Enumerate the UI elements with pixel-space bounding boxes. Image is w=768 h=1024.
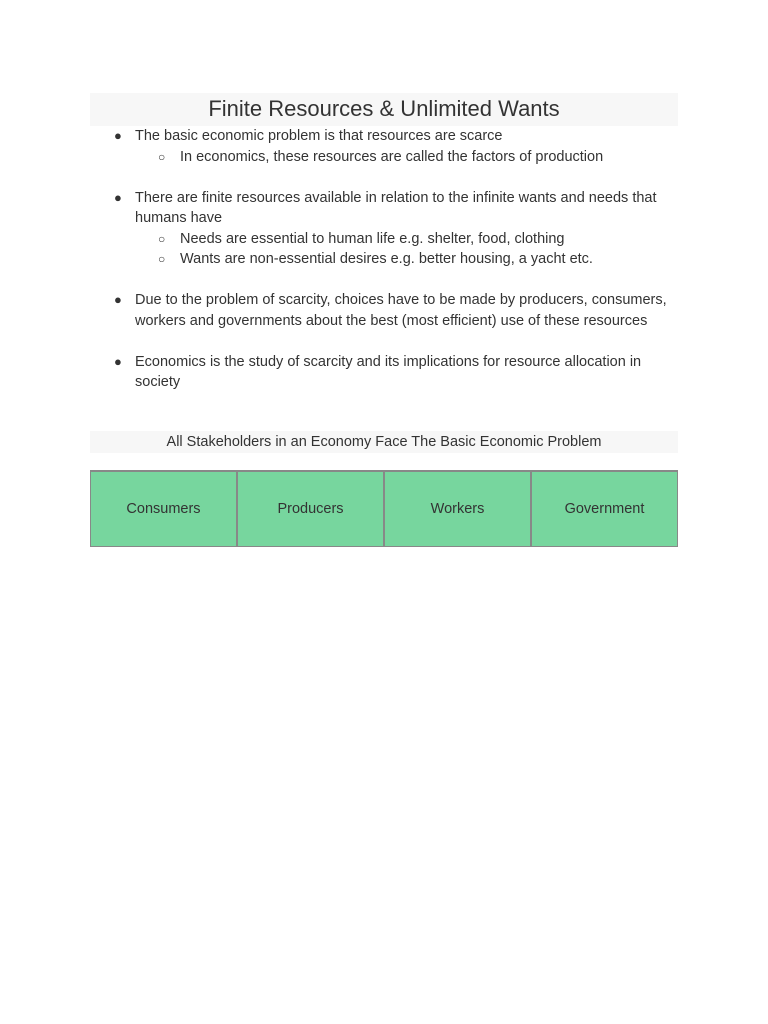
title-band [90, 93, 678, 126]
stakeholders-heading-band [90, 431, 678, 453]
list-item [90, 290, 678, 331]
sub-list-item-text: In economics, these resources are called the factors of production [180, 148, 604, 165]
sub-list [135, 229, 678, 270]
stakeholders-heading: All Stakeholders in an Economy Face The Basic Economic Problem [166, 433, 602, 450]
list-item-text: There are finite resources available in relation to the infinite wants and needs that humans have [135, 189, 657, 226]
bullet-icon: ● [114, 353, 122, 369]
sub-list-item [135, 147, 678, 168]
sub-bullet-icon: ○ [158, 231, 166, 246]
list-item-text: Economics is the study of scarcity and its implications for resource allocation in society [135, 353, 642, 390]
stakeholder-cell-government: Government [532, 472, 677, 546]
sub-list-item-text: Wants are non-essential desires e.g. better housing, a yacht etc. [180, 251, 593, 267]
list-item [90, 126, 678, 167]
list-item-text: Due to the problem of scarcity, choices have to be made by producers, consumers, workers and governments about the best (most efficient) use of these resources [135, 292, 667, 329]
bullet-icon: ● [114, 292, 122, 307]
sub-list-item [135, 229, 678, 250]
list-item [90, 352, 678, 393]
bullet-list [90, 126, 678, 393]
document-page [90, 93, 678, 547]
bullet-icon: ● [114, 128, 122, 143]
list-item-text: The basic economic problem is that resources are scarce [135, 128, 503, 144]
sub-bullet-icon: ○ [158, 252, 166, 266]
sub-list-item-text: Needs are essential to human life e.g. shelter, food, clothing [180, 230, 565, 247]
page-title: Finite Resources & Unlimited Wants [208, 95, 560, 121]
sub-list-item [135, 249, 678, 270]
stakeholder-cell-producers: Producers [238, 472, 385, 546]
bullet-icon: ● [114, 189, 122, 205]
stakeholders-table [90, 470, 678, 547]
stakeholder-cell-workers: Workers [385, 472, 532, 546]
stakeholder-cell-consumers: Consumers [91, 472, 238, 546]
list-item [90, 188, 678, 270]
sub-list [135, 147, 678, 168]
sub-bullet-icon: ○ [158, 149, 166, 164]
